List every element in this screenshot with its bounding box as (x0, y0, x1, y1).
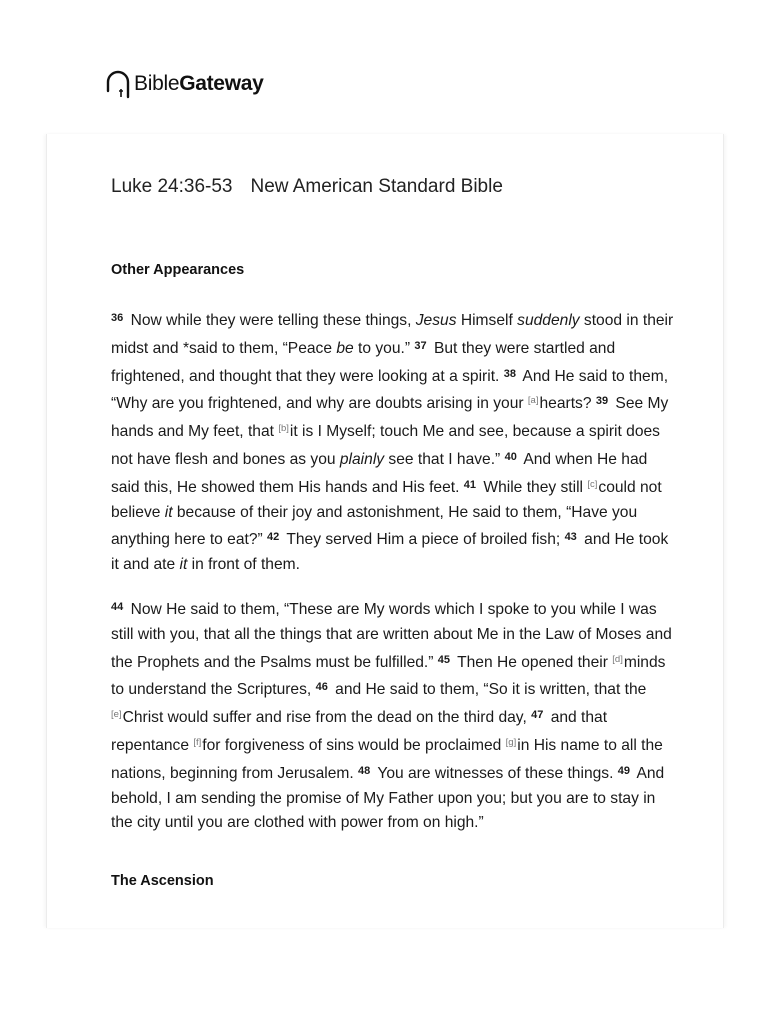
verse-text-italic: plainly (339, 450, 385, 468)
footnote-link-f[interactable]: [f] (193, 736, 202, 748)
verse-number-46: 46 (315, 681, 328, 694)
verse-number-36: 36 (111, 312, 124, 324)
logo-wordmark (134, 72, 263, 96)
footnote-link-a[interactable]: [a] (527, 395, 539, 407)
verse-text: for forgiveness of sins would be proclaimed (202, 736, 506, 754)
verse-text: And behold, I am sending the promise of My Father upon you; but you are to stay in the city until you are clothed with power from on high.” (111, 764, 665, 832)
verse-number-43: 43 (564, 531, 577, 544)
verse-number-38: 38 (503, 367, 516, 380)
verse-text: could not believe (111, 478, 662, 521)
verse-text: because of their joy and astonishment, He said to them, “Have you anything here to eat?” (111, 503, 638, 549)
passage-reference: Luke 24:36-53 (111, 176, 233, 197)
footnote-link-e[interactable]: [e] (111, 709, 122, 721)
verse-text-italic: it (179, 556, 188, 574)
verse-number-41: 41 (463, 478, 477, 491)
footnote-link-d[interactable]: [d] (612, 653, 623, 665)
verse-number-37: 37 (414, 339, 427, 352)
verse-text: Christ would suffer and rise from the dead on the third day, (122, 709, 532, 727)
verse-text: to you.” (353, 339, 415, 357)
verse-text: But they were startled and frightened, and thought that they were looking at a spirit. (111, 339, 616, 385)
verse-text: in His name to all the nations, beginning from Jerusalem. (111, 736, 663, 782)
verse-text: and that repentance (111, 709, 608, 754)
verse-text: See My hands and My feet, that (111, 395, 669, 441)
verse-text-italic: it (164, 503, 173, 521)
verse-number-40: 40 (504, 450, 517, 463)
verse-number-45: 45 (437, 653, 451, 666)
verse-number-44: 44 (111, 601, 124, 613)
verse-text: hearts? (539, 395, 596, 413)
verse-text: And He said to them, “Why are you frightened, and why are doubts arising in your (111, 367, 669, 413)
verse-text: They served Him a piece of broiled fish; (282, 531, 565, 549)
verse-text: Now while they were telling these things, (126, 312, 416, 329)
verse-number-48: 48 (358, 764, 371, 777)
verse-text-italic: be (336, 339, 354, 357)
verse-number-42: 42 (267, 531, 280, 544)
verse-text: see that I have.” (384, 450, 505, 468)
verse-text: You are witnesses of these things. (373, 764, 618, 782)
section-heading-other-appearances: Other Appearances (111, 262, 245, 278)
verse-text: and He took it and ate (111, 531, 669, 574)
verse-number-47: 47 (531, 709, 544, 722)
passage-version: New American Standard Bible (250, 176, 503, 197)
footnote-link-c[interactable]: [c] (587, 478, 598, 490)
verse-text: Then He opened their (453, 653, 613, 671)
verse-text: Now He said to them, “These are My words which I spoke to you while I was still with you, that all the things that are written about Me in the Law of Moses and the Prophets and the Psalms must be fulfilled.” (111, 601, 672, 671)
logo-wordmark-light: Bible (134, 72, 180, 95)
verse-text: Himself (456, 312, 518, 329)
passage-paragraph (111, 595, 677, 836)
footnote-link-g[interactable]: [g] (505, 736, 517, 748)
verse-text-italic: suddenly (517, 312, 580, 329)
verse-text: minds to understand the Scriptures, (111, 653, 666, 699)
biblegateway-logo-icon (104, 69, 132, 99)
footnote-link-b[interactable]: [b] (278, 423, 289, 435)
verse-number-49: 49 (617, 764, 631, 777)
verse-text: While they still (479, 478, 588, 496)
passage-title (111, 176, 503, 198)
logo-wordmark-bold: Gateway (179, 72, 264, 95)
verse-text: it is I Myself; touch Me and see, because a spirit does not have flesh and bones as you (111, 423, 660, 468)
passage-paragraph (111, 306, 677, 578)
verse-text-italic: Jesus (415, 312, 457, 329)
verse-text: and He said to them, “So it is written, that the (330, 681, 647, 699)
verse-text: And when He had said this, He showed them His hands and His feet. (111, 450, 648, 496)
verse-text: in front of them. (187, 556, 300, 574)
passage-card (46, 134, 724, 928)
biblegateway-logo[interactable] (104, 68, 263, 100)
section-heading-the-ascension: The Ascension (111, 873, 214, 889)
verse-text: stood in their midst and *said to them, “Peace (111, 312, 674, 357)
verse-number-39: 39 (595, 395, 609, 408)
